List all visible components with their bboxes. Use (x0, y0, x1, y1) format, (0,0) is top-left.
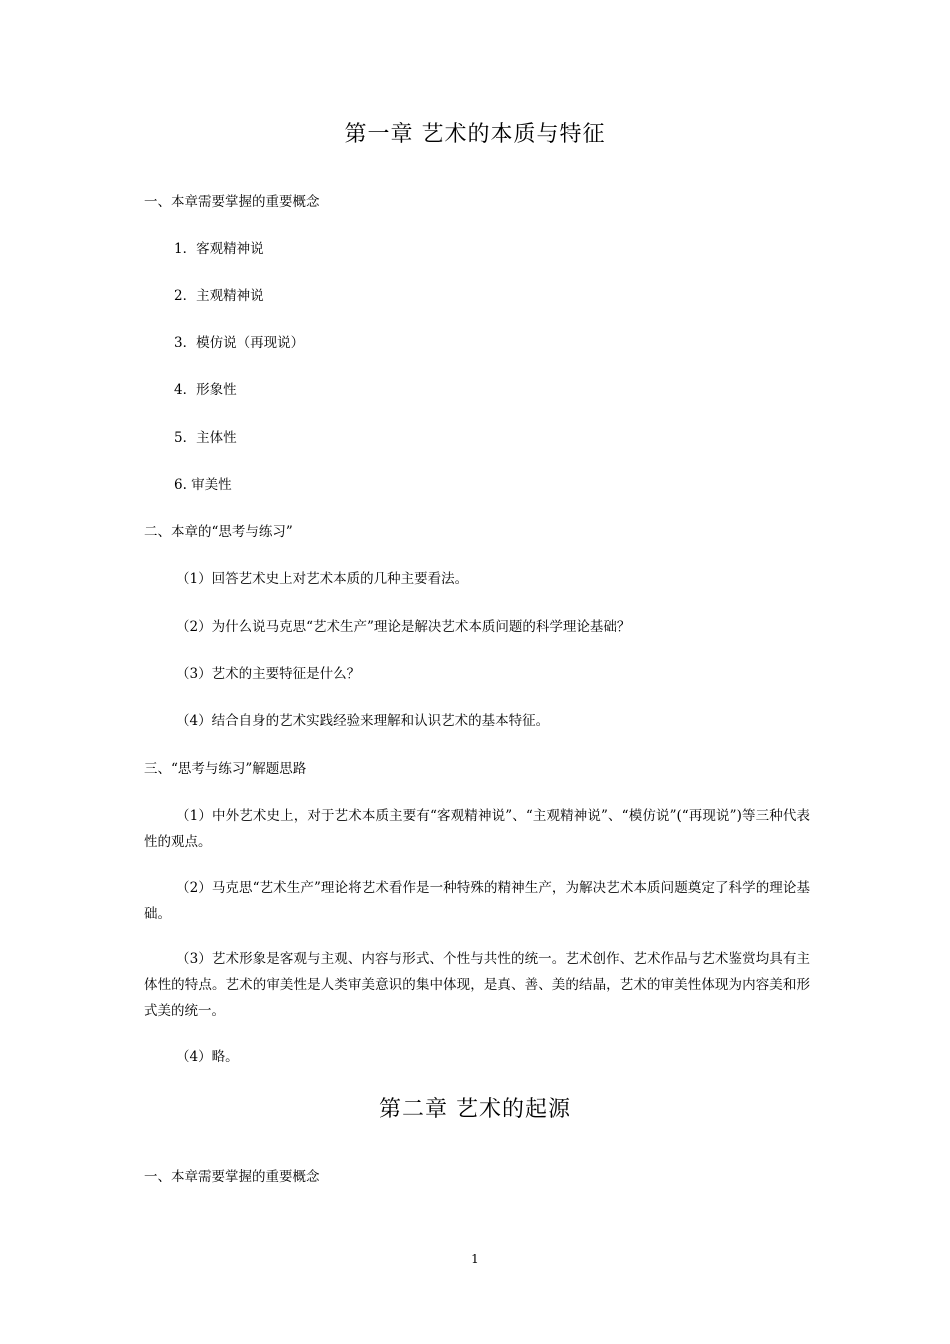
exercise-item: （4）结合自身的艺术实践经验来理解和认识艺术的基本特征。 (176, 713, 550, 729)
chapter-2-title: 第二章 艺术的起源 (379, 1097, 571, 1122)
exercise-item: （1）回答艺术史上对艺术本质的几种主要看法。 (176, 571, 469, 587)
answer-paragraph: （1）中外艺术史上，对于艺术本质主要有“客观精神说”、“主观精神说”、“模仿说”(“再现说”)等三种代表性的观点。 (144, 808, 810, 850)
exercise-item: （3）艺术的主要特征是什么？ (176, 666, 361, 682)
exercise-item: （2）为什么说马克思“艺术生产”理论是解决艺术本质问题的科学理论基础？ (176, 619, 631, 635)
chapter-1-section-3-heading: 三、“思考与练习”解题思路 (144, 761, 307, 777)
concept-item: 2．主观精神说 (174, 288, 264, 304)
concept-item: 4．形象性 (174, 382, 237, 398)
concept-item: 3．模仿说（再现说） (174, 335, 305, 351)
chapter-1-section-1-heading: 一、本章需要掌握的重要概念 (144, 194, 320, 210)
answer-paragraph: （3）艺术形象是客观与主观、内容与形式、个性与共性的统一。艺术创作、艺术作品与艺术鉴赏均具有主体性的特点。艺术的审美性是人类审美意识的集中体现，是真、善、美的结晶，艺术的审美性体现为内容美和形式美的统一。 (144, 951, 810, 1019)
page-number: 1 (471, 1252, 479, 1266)
answer-paragraph: （2）马克思“艺术生产”理论将艺术看作是一种特殊的精神生产，为解决艺术本质问题奠定了科学的理论基础。 (144, 880, 810, 922)
chapter-1-section-2-heading: 二、本章的“思考与练习” (144, 524, 293, 540)
chapter-2-section-1-heading: 一、本章需要掌握的重要概念 (144, 1169, 320, 1185)
chapter-1-title: 第一章 艺术的本质与特征 (344, 122, 606, 147)
answer-paragraph: （4）略。 (176, 1049, 239, 1065)
concept-item: 5．主体性 (174, 430, 237, 446)
concept-item: 6. 审美性 (174, 477, 232, 493)
concept-item: 1．客观精神说 (174, 241, 264, 257)
